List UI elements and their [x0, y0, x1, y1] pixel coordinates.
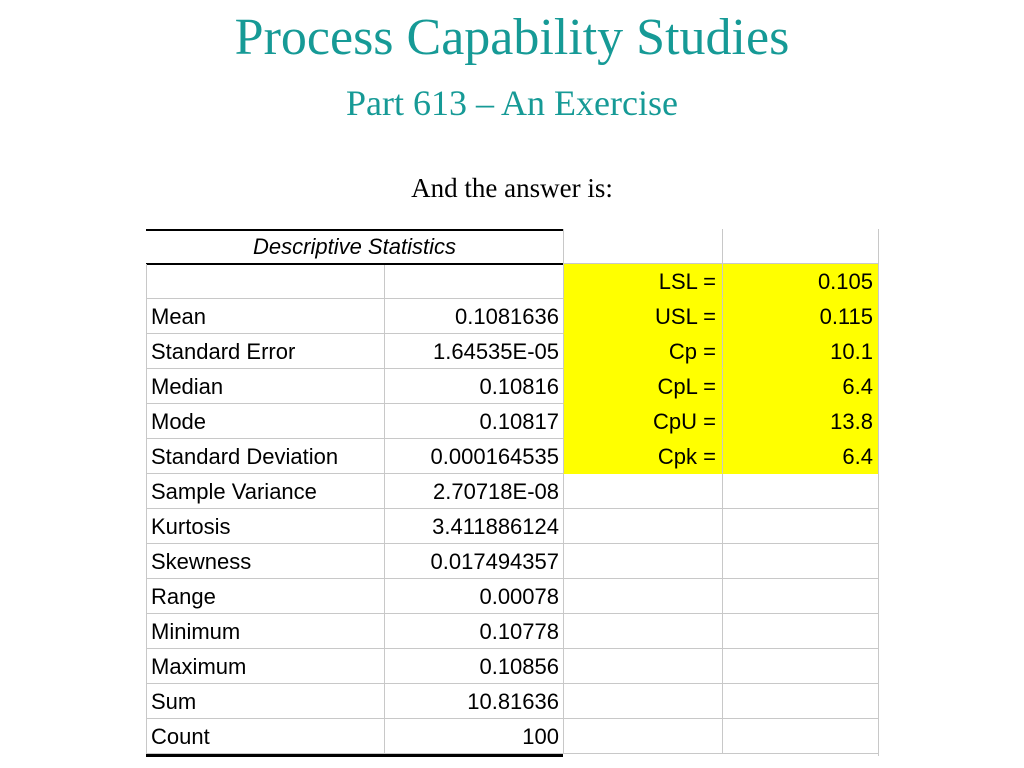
empty-cell	[563, 684, 722, 719]
empty-cell	[722, 474, 879, 509]
empty-cell	[563, 579, 722, 614]
intro-text: And the answer is:	[411, 173, 613, 203]
slide-subtitle: Part 613 – An Exercise	[346, 83, 678, 123]
capability-label: CpU =	[563, 404, 722, 439]
stat-label: Maximum	[146, 649, 384, 684]
stat-value: 0.10817	[384, 404, 563, 439]
capability-value: 13.8	[722, 404, 879, 439]
stat-value: 10.81636	[384, 684, 563, 719]
stat-value: 100	[384, 719, 563, 754]
grid-right-edge	[878, 229, 879, 756]
stat-label: Minimum	[146, 614, 384, 649]
capability-value: 0.105	[722, 264, 879, 299]
grid-left-edge	[146, 264, 147, 754]
stat-value: 0.000164535	[384, 439, 563, 474]
slide-title: Process Capability Studies	[234, 9, 790, 66]
empty-cell	[384, 264, 563, 299]
stat-value: 2.70718E-08	[384, 474, 563, 509]
empty-cell	[563, 229, 722, 264]
capability-label: USL =	[563, 299, 722, 334]
capability-value: 0.115	[722, 299, 879, 334]
capability-label: Cpk =	[563, 439, 722, 474]
stat-value: 0.1081636	[384, 299, 563, 334]
empty-cell	[722, 614, 879, 649]
capability-label: Cp =	[563, 334, 722, 369]
table-bottom-rule	[146, 754, 563, 757]
stat-label: Range	[146, 579, 384, 614]
empty-cell	[563, 614, 722, 649]
capability-value: 10.1	[722, 334, 879, 369]
stat-value: 3.411886124	[384, 509, 563, 544]
stat-label: Standard Deviation	[146, 439, 384, 474]
stat-label: Sample Variance	[146, 474, 384, 509]
stat-value: 0.10778	[384, 614, 563, 649]
capability-value: 6.4	[722, 439, 879, 474]
empty-cell	[563, 509, 722, 544]
stat-value: 0.10816	[384, 369, 563, 404]
stat-label: Kurtosis	[146, 509, 384, 544]
capability-label: LSL =	[563, 264, 722, 299]
stat-value: 1.64535E-05	[384, 334, 563, 369]
empty-cell	[722, 509, 879, 544]
empty-cell	[563, 649, 722, 684]
empty-cell	[146, 264, 384, 299]
descriptive-statistics-sheet	[146, 229, 879, 756]
empty-cell	[563, 544, 722, 579]
table-header: Descriptive Statistics	[253, 234, 456, 259]
stat-label: Sum	[146, 684, 384, 719]
header-bottom-rule	[146, 263, 563, 265]
stat-value: 0.017494357	[384, 544, 563, 579]
empty-cell	[722, 684, 879, 719]
empty-cell	[722, 579, 879, 614]
capability-label: CpL =	[563, 369, 722, 404]
stat-label: Median	[146, 369, 384, 404]
empty-cell	[563, 719, 722, 754]
empty-cell	[722, 649, 879, 684]
header-top-rule	[146, 229, 563, 231]
empty-cell	[722, 544, 879, 579]
stat-label: Count	[146, 719, 384, 754]
empty-cell	[722, 719, 879, 754]
stat-label: Mode	[146, 404, 384, 439]
empty-cell	[563, 474, 722, 509]
stat-value: 0.10856	[384, 649, 563, 684]
stat-label: Standard Error	[146, 334, 384, 369]
empty-cell	[722, 229, 879, 264]
stat-label: Mean	[146, 299, 384, 334]
stat-label: Skewness	[146, 544, 384, 579]
capability-value: 6.4	[722, 369, 879, 404]
stat-value: 0.00078	[384, 579, 563, 614]
